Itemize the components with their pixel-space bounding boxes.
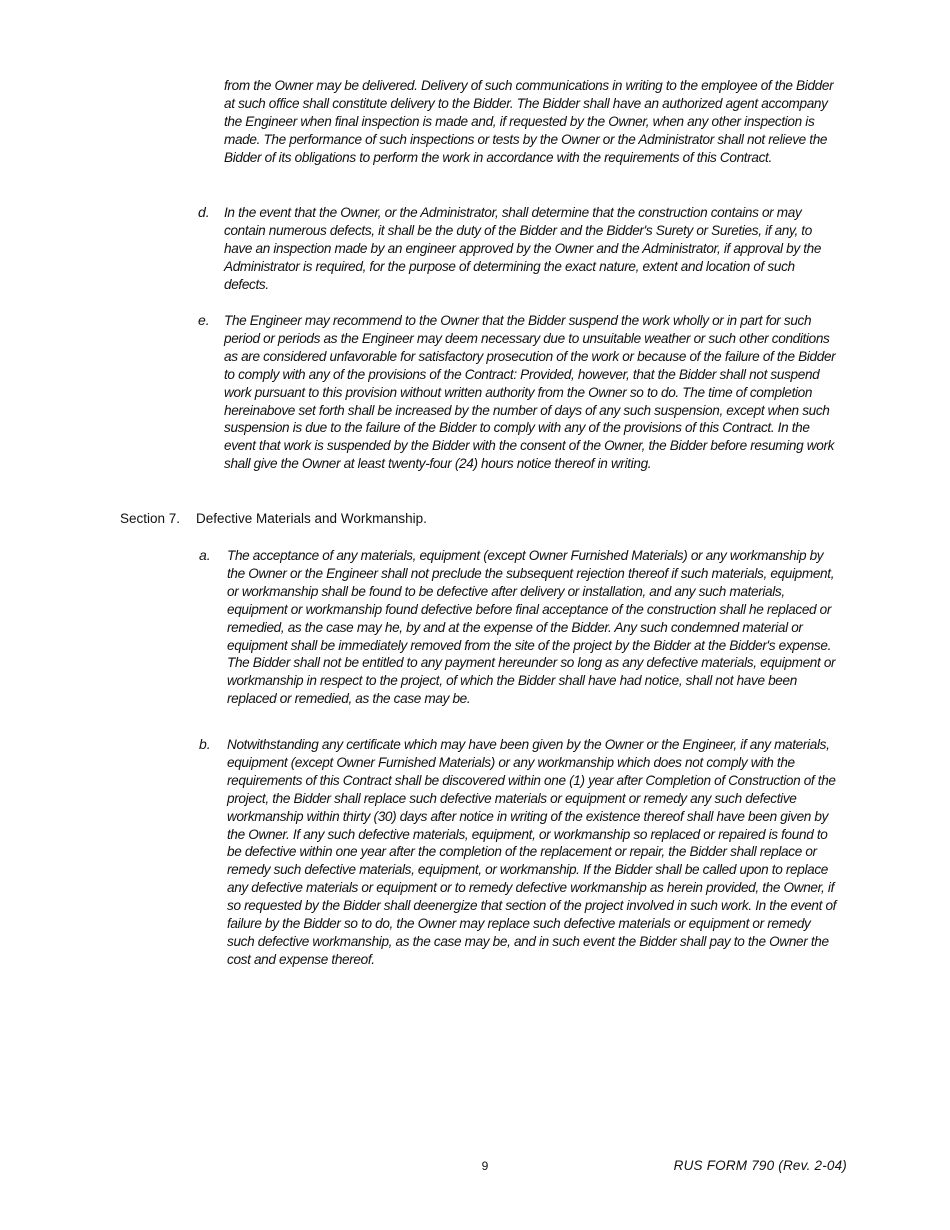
list-marker: b.	[199, 736, 211, 752]
page-number: 9	[481, 1159, 489, 1173]
form-identifier: RUS FORM 790 (Rev. 2-04)	[673, 1158, 847, 1173]
list-marker: d.	[198, 204, 210, 220]
paragraph-text: The acceptance of any materials, equipment (except Owner Furnished Materials) or any workmanship by the Owner or the Engineer shall not preclude the subsequent rejection thereof if such materials, equipment, or workmanship shall be found to be defective after delivery or installation, and any such materials, equipment or workmanship found defective before final acceptance of the construction shall he replaced or remedied, as the case may he, by and at the expense of the Bidder. Any such condemned material or equipment shall be immediately removed from the site of the project by the Bidder at the Bidder's expense. The Bidder shall not be entitled to any payment hereunder so long as any defective materials, equipment or workmanship in respect to the project, of which the Bidder shall have had notice, shall not have been replaced or remedied, as the case may be.	[227, 548, 836, 707]
paragraph-text: from the Owner may be delivered. Delivery of such communications in writing to the employee of the Bidder at such office shall constitute delivery to the Bidder. The Bidder shall have an authorized agent accompany the Engineer when final inspection is made and, if requested by the Owner, when any other inspection is made. The performance of such inspections or tests by the Owner or the Administrator shall not relieve the Bidder of its obligations to perform the work in accordance with the requirements of this Contract.	[224, 78, 834, 165]
section-heading	[120, 510, 427, 528]
list-marker: a.	[199, 547, 211, 563]
continued-paragraph	[224, 77, 840, 167]
paragraph-text: In the event that the Owner, or the Administrator, shall determine that the construction contains or may contain numerous defects, it shall be the duty of the Bidder and the Bidder's Surety or Sureties, if any, to have an inspection made by an engineer approved by the Owner and the Administrator, if approval by the Administrator is required, for the purpose of determining the exact nature, extent and location of such defects.	[224, 205, 822, 292]
paragraph-text: The Engineer may recommend to the Owner that the Bidder suspend the work wholly or in part for such period or periods as the Engineer may deem necessary due to unsuitable weather or such other conditions as are considered unfavorable for satisfactory prosecution of the work or because of the failure of the Bidder to comply with any of the provisions of the Contract: Provided, however, that the Bidder shall not suspend work pursuant to this provision without written authority from the Owner so to do. The time of completion hereinabove set forth shall be increased by the number of days of any such suspension, except when such suspension is due to the failure of the Bidder to comply with any of the provisions of this Contract. In the event that work is suspended by the Bidder with the consent of the Owner, the Bidder before resuming work shall give the Owner at least twenty-four (24) hours notice thereof in writing.	[224, 313, 836, 472]
paragraph-text: Notwithstanding any certificate which may have been given by the Owner or the Engineer, if any materials, equipment (except Owner Furnished Materials) or any workmanship which does not comply with the requirements of this Contract shall be discovered within one (1) year after Completion of Construction of the project, the Bidder shall replace such defective materials or equipment or remedy any such defective workmanship within thirty (30) days after notice in writing of the existence thereof shall have been given by the Owner. If any such defective materials, equipment, or workmanship so replaced or repaired is found to be defective within one year after the completion of the replacement or repair, the Bidder shall replace or remedy such defective materials, equipment, or workmanship. If the Bidder shall be called upon to replace any defective materials or equipment or to remedy defective workmanship as herein provided, the Owner, if so requested by the Bidder shall deenergize that section of the project involved in such work. In the event of failure by the Bidder so to do, the Owner may replace such defective materials or equipment or remedy such defective workmanship, as the case may be, and in such event the Bidder shall pay to the Owner the cost and expense thereof.	[227, 737, 837, 967]
section-number: Section 7.	[120, 511, 181, 526]
list-marker: e.	[198, 312, 210, 328]
section-title: Defective Materials and Workmanship.	[196, 511, 427, 526]
